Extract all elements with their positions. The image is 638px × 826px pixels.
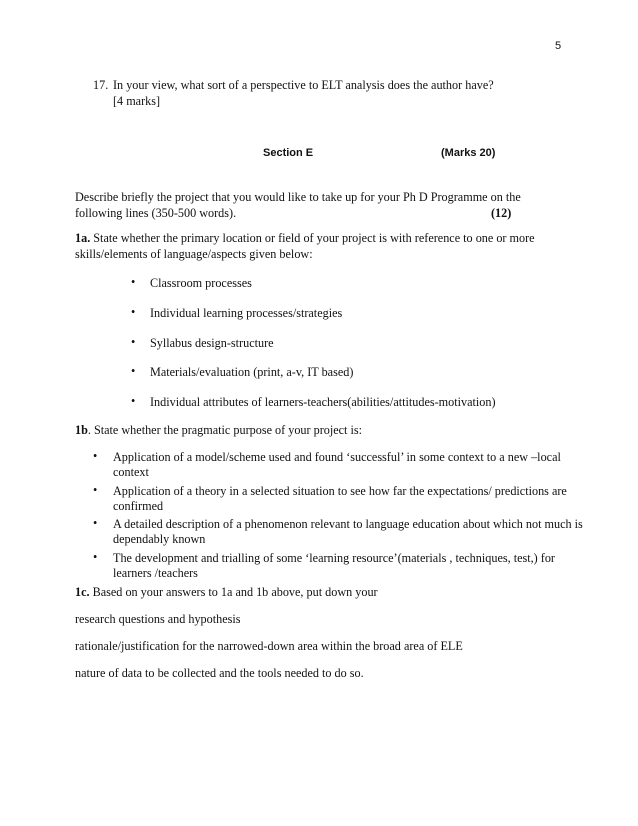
question-17-text: In your view, what sort of a perspective to ELT analysis does the author have? [113,78,494,92]
list-item-line-2: learners /teachers [113,566,198,580]
bullet-icon: • [131,364,136,378]
question-17-number: 17. [93,78,109,92]
question-1c-label: 1c. [75,585,90,599]
intro-marks: (12) [491,206,512,220]
list-item-line-2: confirmed [113,499,164,513]
question-1a [75,231,535,246]
question-17-marks: [4 marks] [113,94,161,108]
intro-line-2: following lines (350-500 words). [75,206,237,220]
question-1c-text: Based on your answers to 1a and 1b above, put down your [89,585,378,599]
question-1a-text-line-2: skills/elements of language/aspects given below: [75,247,313,261]
section-e-title: Section E [263,147,314,159]
page-number: 5 [555,40,562,52]
question-1c-line: nature of data to be collected and the tools needed to do so. [75,666,364,680]
question-1b-label: 1b [75,423,88,437]
question-1a-text-line-1: State whether the primary location or field of your project is with reference to one or more [90,231,535,245]
list-item-line-2: context [113,465,149,479]
question-1c [75,585,378,600]
bullet-icon: • [131,394,136,408]
bullet-icon: • [131,305,136,319]
list-item-line-1: The development and trialling of some ‘learning resource’(materials , techniques, test,) for [113,551,555,565]
question-1b-text: . State whether the pragmatic purpose of your project is: [87,423,363,437]
intro-line-1: Describe briefly the project that you would like to take up for your Ph D Programme on the [75,190,521,204]
question-1c-line: rationale/justification for the narrowed-down area within the broad area of ELE [75,639,463,653]
question-1b [75,423,362,438]
bullet-icon: • [131,335,136,349]
section-e-marks: (Marks 20) [441,147,496,159]
list-item-line-2: dependably known [113,532,206,546]
list-item-line-1: Application of a theory in a selected situation to see how far the expectations/ predictions are [113,484,567,498]
list-item: Materials/evaluation (print, a-v, IT based) [150,365,354,379]
bullet-icon: • [93,516,98,530]
list-item-line-1: A detailed description of a phenomenon relevant to language education about which not much is [113,517,583,531]
bullet-icon: • [93,550,98,564]
bullet-icon: • [93,449,98,463]
list-item-line-1: Application of a model/scheme used and found ‘successful’ in some context to a new –local [113,450,561,464]
bullet-icon: • [93,483,98,497]
question-1a-label: 1a. [75,231,91,245]
bullet-icon: • [131,275,136,289]
list-item: Syllabus design-structure [150,336,274,350]
list-item: Classroom processes [150,276,252,290]
list-item: Individual attributes of learners-teachers(abilities/attitudes-motivation) [150,395,496,409]
list-item: Individual learning processes/strategies [150,306,343,320]
question-1c-line: research questions and hypothesis [75,612,241,626]
